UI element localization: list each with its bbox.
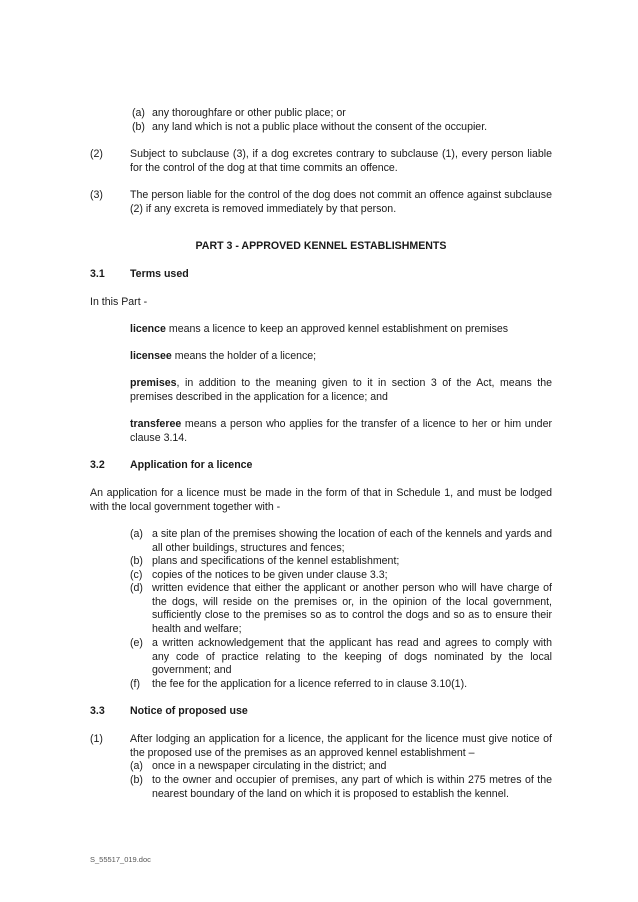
item-label: (c) (130, 569, 143, 581)
section-intro: An application for a licence must be made in the form of that in Schedule 1, and must be lodged with the local government together with - (90, 487, 552, 513)
item-label: (d) (130, 582, 143, 594)
item-text: once in a newspaper circulating in the district; and (152, 760, 387, 772)
definition (130, 323, 552, 337)
item-label: (e) (130, 637, 143, 649)
item-text: a site plan of the premises showing the location of each of the kennels and yards and all other buildings, structures and fences; (152, 528, 552, 554)
section-number: 3.2 (90, 459, 105, 471)
list-item (130, 774, 552, 801)
part-heading: PART 3 - APPROVED KENNEL ESTABLISHMENTS (195, 240, 447, 252)
section-title: Terms used (130, 268, 189, 280)
list-item (130, 582, 552, 636)
item-text: a written acknowledgement that the applicant has read and agrees to comply with any code of practice relating to the keeping of dogs nominated by the local government; and (152, 637, 552, 677)
definition (130, 377, 552, 404)
list-item (130, 569, 552, 583)
clause-3 (90, 189, 552, 216)
footer-filename: S_55517_019.doc (90, 855, 151, 864)
definition-term: transferee (130, 418, 182, 430)
item-text: to the owner and occupier of premises, any part of which is within 275 metres of the nearest boundary of the land on which it is proposed to establish the kennel. (152, 774, 552, 800)
definition-term: premises (130, 377, 177, 389)
definition (130, 350, 552, 364)
item-label: (a) (130, 760, 143, 772)
list-item (132, 107, 552, 121)
clause-text: Subject to subclause (3), if a dog excretes contrary to subclause (1), every person liable for the control of the dog at that time commits an offence. (130, 148, 552, 174)
definition-term: licence (130, 323, 166, 335)
clause-text: The person liable for the control of the dog does not commit an offence against subclause (2) if any excreta is removed immediately by that person. (130, 189, 552, 215)
item-label: (b) (130, 555, 143, 567)
item-text: plans and specifications of the kennel establishment; (152, 555, 400, 567)
clause-number: (1) (90, 733, 103, 745)
clause-number: (2) (90, 148, 103, 160)
definition-text: , in addition to the meaning given to it in section 3 of the Act, means the premises described in the application for a licence; and (130, 377, 552, 403)
definition-text: means the holder of a licence; (171, 350, 317, 362)
clause-text: After lodging an application for a licence, the applicant for the licence must give notice of the proposed use of the premises as an approved kennel establishment – (130, 733, 552, 759)
clause-2 (90, 148, 552, 175)
list-item (130, 528, 552, 555)
item-text: any land which is not a public place without the consent of the occupier. (152, 121, 488, 133)
clause-number: (3) (90, 189, 103, 201)
definition-text: means a person who applies for the transfer of a licence to her or him under clause 3.14. (130, 418, 552, 444)
item-text: any thoroughfare or other public place; or (152, 107, 346, 119)
list-item (130, 555, 552, 569)
list-item (130, 678, 552, 692)
list-item (130, 637, 552, 678)
section-title: Application for a licence (130, 459, 253, 471)
section-number: 3.3 (90, 705, 105, 717)
section-title: Notice of proposed use (130, 705, 248, 717)
item-text: the fee for the application for a licence referred to in clause 3.10(1). (152, 678, 468, 690)
definition (130, 418, 552, 445)
item-label: (b) (132, 121, 145, 133)
item-text: written evidence that either the applicant or another person who will have charge of the dogs, will reside on the premises or, in the opinion of the local government, sufficiently close to the premises so as to control the dogs and so as to ensure their health and welfare; (152, 582, 552, 635)
item-label: (f) (130, 678, 140, 690)
item-label: (a) (130, 528, 143, 540)
definition-text: means a licence to keep an approved kennel establishment on premises (165, 323, 509, 335)
definition-term: licensee (130, 350, 172, 362)
clause-1 (90, 733, 552, 760)
section-intro: In this Part - (90, 296, 148, 308)
item-label: (a) (132, 107, 145, 119)
list-item (130, 760, 552, 774)
section-number: 3.1 (90, 268, 105, 280)
item-text: copies of the notices to be given under clause 3.3; (152, 569, 388, 581)
item-label: (b) (130, 774, 143, 786)
list-item (132, 121, 552, 135)
